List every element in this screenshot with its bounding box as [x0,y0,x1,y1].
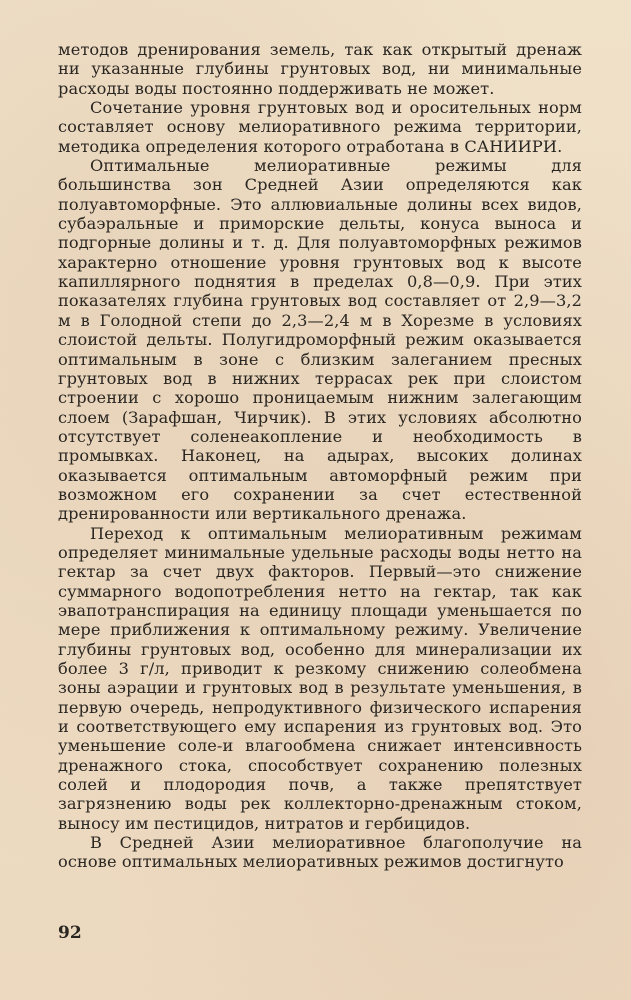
paragraph-1: методов дренирования земель, так как открытый дренаж ни указанные глубины грунтовых вод, ни минимальные расходы воды постоянно поддерживать не может. [58,40,582,98]
paragraph-3: Оптимальные мелиоративные режимы для большинства зон Средней Азии определяются как полуавтоморфные. Это аллювиальные долины всех видов, субаэральные и приморские дельты, конуса выноса и подгорные долины и т. д. Для полуавтоморфных режимов характерно отношение уровня грунтовых вод к высоте капиллярного поднятия в пределах 0,8—0,9. При этих показателях глубина грунтовых вод составляет от 2,9—3,2 м в Голодной степи до 2,3—2,4 м в Хорезме в условиях слоистой дельты. Полугидроморфный режим оказывается оптимальным в зоне с близким залеганием пресных грунтовых вод в нижних террасах рек при слоистом строении с хорошо проницаемым нижним залегающим слоем (Зарафшан, Чирчик). В этих условиях абсолютно отсутствует соленеакопление и необходимость в промывках. Наконец, на адырах, высоких долинах оказывается оптимальным автоморфный режим при возможном его сохранении за счет естественной дренированности или вертикального дренажа. [58,156,582,524]
body-text [58,40,582,872]
paragraph-5: В Средней Азии мелиоративное благополучие на основе оптимальных мелиоративных режимов достигнуто [58,833,582,872]
page-number: 92 [58,923,82,943]
paragraph-4: Переход к оптимальным мелиоративным режимам определяет минимальные удельные расходы воды нетто на гектар за счет двух факторов. Первый—это снижение суммарного водопотребления нетто на гектар, так как эвапотранспирация на единицу площади уменьшается по мере приближения к оптимальному режиму. Увеличение глубины грунтовых вод, особенно для минерализации их более 3 г/л, приводит к резкому снижению солеобмена зоны аэрации и грунтовых вод в результате уменьшения, в первую очередь, непродуктивного физического испарения и соответствующего ему испарения из грунтовых вод. Это уменьшение соле-и влагообмена снижает интенсивность дренажного стока, способствует сохранению полезных солей и плодородия почв, а также препятствует загрязнению воды рек коллекторно-дренажным стоком, выносу им пестицидов, нитратов и гербицидов. [58,523,582,833]
paragraph-2: Сочетание уровня грунтовых вод и оросительных норм составляет основу мелиоративного режима территории, методика определения которого отработана в САНИИРИ. [58,98,582,156]
